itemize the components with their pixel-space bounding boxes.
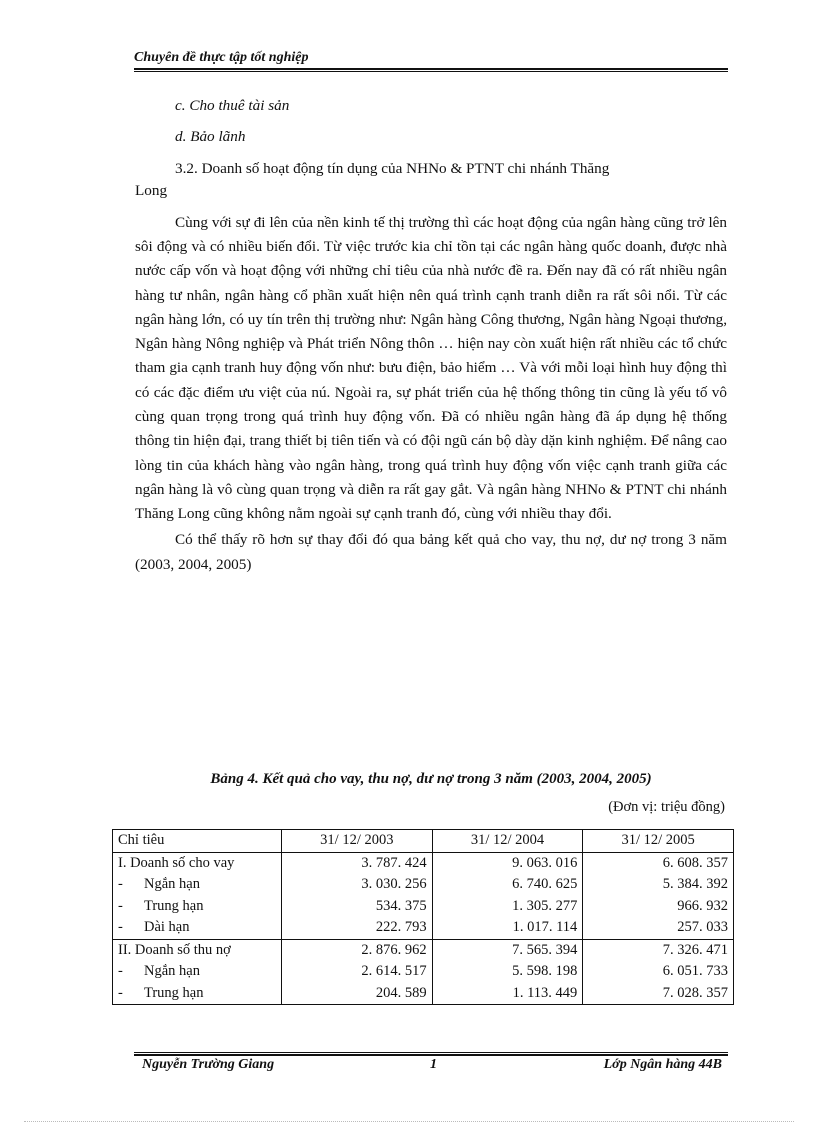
table-title: Bảng 4. Kết quả cho vay, thu nợ, dư nợ trong 3 năm (2003, 2004, 2005) (210, 771, 652, 787)
table-row (113, 961, 734, 983)
row-label (113, 961, 282, 983)
footer-rule (134, 1052, 728, 1056)
page-header-title: Chuyên đề thực tập tốt nghiệp (134, 50, 309, 65)
value-cell: 5. 384. 392 (583, 874, 734, 896)
value-cell: 222. 793 (282, 917, 433, 939)
header-cell: Chỉ tiêu (113, 830, 282, 853)
row-label (113, 896, 282, 918)
table-row (113, 896, 734, 918)
table-row (113, 874, 734, 896)
row-label-text: Ngắn hạn (144, 963, 200, 979)
header-cell: 31/ 12/ 2004 (432, 830, 583, 853)
row-label (113, 874, 282, 896)
table-row (113, 983, 734, 1005)
value-cell: 3. 030. 256 (282, 874, 433, 896)
value-cell: 1. 113. 449 (432, 983, 583, 1005)
results-table (112, 829, 734, 1005)
row-dash: - (118, 963, 123, 979)
value-cell: 7. 565. 394 (432, 939, 583, 961)
value-cell: 257. 033 (583, 917, 734, 939)
table-row (113, 917, 734, 939)
value-cell: 7. 028. 357 (583, 983, 734, 1005)
row-dash: - (118, 897, 123, 914)
value-cell: 534. 375 (282, 896, 433, 918)
row-label (113, 917, 282, 939)
value-cell: 204. 589 (282, 983, 433, 1005)
row-dash: - (118, 984, 123, 1001)
row-label (113, 939, 282, 961)
row-label (113, 983, 282, 1005)
section-heading-line1: 3.2. Doanh số hoạt động tín dụng của NHNo & PTNT chi nhánh Thăng (175, 159, 610, 177)
row-label-text: Ngắn hạn (144, 876, 200, 892)
table-header-row (113, 830, 734, 853)
value-cell: 6. 608. 357 (583, 852, 734, 874)
value-cell: 966. 932 (583, 896, 734, 918)
value-cell: 7. 326. 471 (583, 939, 734, 961)
row-label-text: Trung hạn (144, 984, 204, 1001)
footer-class: Lớp Ngân hàng 44B (603, 1057, 722, 1072)
value-cell: 6. 740. 625 (432, 874, 583, 896)
section-heading-line2: Long (135, 182, 168, 200)
table-row (113, 939, 734, 961)
paragraph: Cùng với sự đi lên của nền kinh tế thị trường thì các hoạt động của ngân hàng cũng trở lên sôi động và có nhiều biến đổi. Từ việc trước kia chỉ tồn tại các ngân hàng quốc doanh, được nhà nước cấp vốn và hoạt động với những chỉ tiêu của nhà nước đề ra. Đến nay đã có rất nhiều ngân hàng tư nhân, ngân hàng cổ phần xuất hiện nên quá trình cạnh tranh diễn ra rất sôi nổi. Từ các ngân hàng lớn, có uy tín trên thị trường như: Ngân hàng Công thương, Ngân hàng Ngoại thương, Ngân hàng Nông nghiệp và Phát triển Nông thôn … hiện nay còn xuất hiện rất nhiều các tổ chức tham gia cạnh tranh huy động vốn như: bưu điện, bảo hiểm … Và với mỗi loại hình huy động thì có các đặc điểm ưu việt của nú. Ngoài ra, sự phát triển của hệ thống thông tin cũng là yếu tố vô cùng quan trọng trong quá trình huy động vốn. Đã có nhiều ngân hàng đã áp dụng hệ thống thông tin hiện đại, trang thiết bị tiên tiến và có đội ngũ cán bộ dày dặn kinh nghiệm. Để nâng cao lòng tin của khách hàng vào ngân hàng, trong quá trình huy động vốn việc cạnh tranh giữa các ngân hàng là vô cùng quan trọng và diễn ra rất gay gắt. Và ngân hàng NHNo & PTNT chi nhánh Thăng Long cũng không nằm ngoài sự cạnh tranh đó, cùng với nhiều thay đổi. (135, 213, 727, 523)
value-cell: 1. 305. 277 (432, 896, 583, 918)
value-cell: 1. 017. 114 (432, 917, 583, 939)
paragraph: Có thể thấy rõ hơn sự thay đổi đó qua bảng kết quả cho vay, thu nợ, dư nợ trong 3 năm (2003, 2004, 2005) (135, 531, 727, 573)
value-cell: 5. 598. 198 (432, 961, 583, 983)
row-label-text: Dài hạn (144, 919, 190, 935)
value-cell: 6. 051. 733 (583, 961, 734, 983)
row-label-text: I. Doanh số cho vay (118, 854, 235, 871)
header-cell: 31/ 12/ 2005 (583, 830, 734, 853)
list-item: d. Bảo lãnh (175, 128, 246, 146)
value-cell: 2. 614. 517 (282, 961, 433, 983)
footer-author: Nguyễn Trường Giang (142, 1057, 275, 1072)
document-body (135, 95, 727, 577)
table-row (113, 852, 734, 874)
header-rule (134, 68, 728, 72)
row-label-text: Trung hạn (144, 897, 204, 914)
value-cell: 3. 787. 424 (282, 852, 433, 874)
page-bottom-edge (24, 1121, 794, 1122)
row-dash: - (118, 919, 123, 935)
value-cell: 9. 063. 016 (432, 852, 583, 874)
header-cell: 31/ 12/ 2003 (282, 830, 433, 853)
page-footer (134, 1057, 728, 1077)
row-label-text: II. Doanh số thu nợ (118, 941, 231, 958)
value-cell: 2. 876. 962 (282, 939, 433, 961)
list-item: c. Cho thuê tài sản (175, 97, 290, 114)
row-dash: - (118, 876, 123, 892)
row-label (113, 852, 282, 874)
footer-page-number: 1 (430, 1057, 437, 1072)
table-unit: (Đơn vị: triệu đồng) (608, 799, 725, 815)
